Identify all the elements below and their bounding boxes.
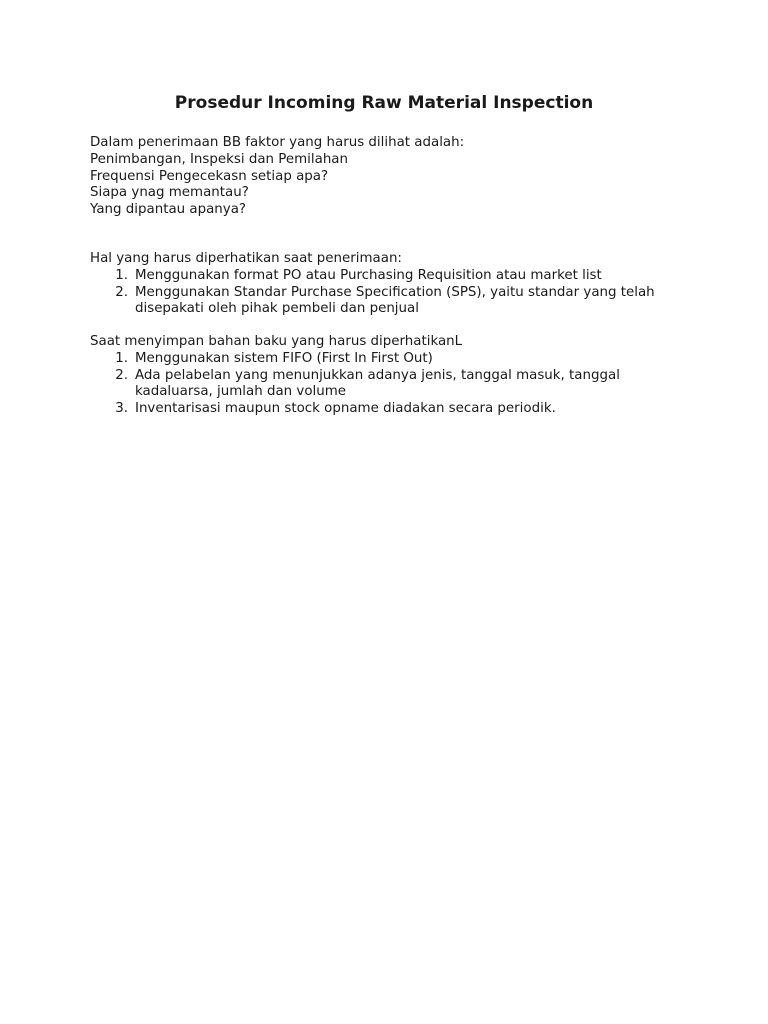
section-heading: Hal yang harus diperhatikan saat penerimaan: [90, 251, 402, 266]
list-item [90, 368, 690, 402]
section-receiving [90, 251, 690, 318]
list-number: 2. [115, 284, 128, 300]
intro-line: Dalam penerimaan BB faktor yang harus dilihat adalah: [90, 135, 465, 150]
section-heading: Saat menyimpan bahan baku yang harus diperhatikanL [90, 334, 463, 349]
intro-paragraph [90, 135, 690, 219]
list-number: 3. [115, 401, 128, 417]
list-item [90, 268, 690, 285]
list-item-text: Inventarisasi maupun stock opname diadakan secara periodik. [135, 401, 556, 417]
list-number: 2. [115, 367, 128, 383]
document-title: Prosedur Incoming Raw Material Inspection [174, 93, 594, 113]
list-item [90, 401, 690, 418]
list-number: 1. [115, 267, 128, 283]
list-item-text: Menggunakan sistem FIFO (First In First Out) [135, 350, 433, 366]
list-item [90, 351, 690, 368]
intro-line: Frequensi Pengecekasn setiap apa? [90, 168, 329, 184]
numbered-list [90, 351, 690, 418]
list-item-text: Ada pelabelan yang menunjukkan adanya jenis, tanggal masuk, tanggal [135, 367, 620, 383]
list-number: 1. [115, 350, 128, 366]
intro-line: Yang dipantau apanya? [90, 202, 247, 218]
numbered-list [90, 268, 690, 318]
list-item-text: kadaluarsa, jumlah dan volume [135, 384, 347, 400]
intro-line: Siapa ynag memantau? [90, 185, 249, 201]
list-item-text: Menggunakan Standar Purchase Specification (SPS), yaitu standar yang telah [135, 284, 655, 300]
list-item-text: disepakati oleh pihak pembeli dan penjual [135, 301, 419, 317]
intro-line: Penimbangan, Inspeksi dan Pemilahan [90, 151, 348, 167]
list-item [90, 285, 690, 319]
section-storage [90, 334, 690, 418]
list-item-text: Menggunakan format PO atau Purchasing Requisition atau market list [135, 267, 602, 283]
